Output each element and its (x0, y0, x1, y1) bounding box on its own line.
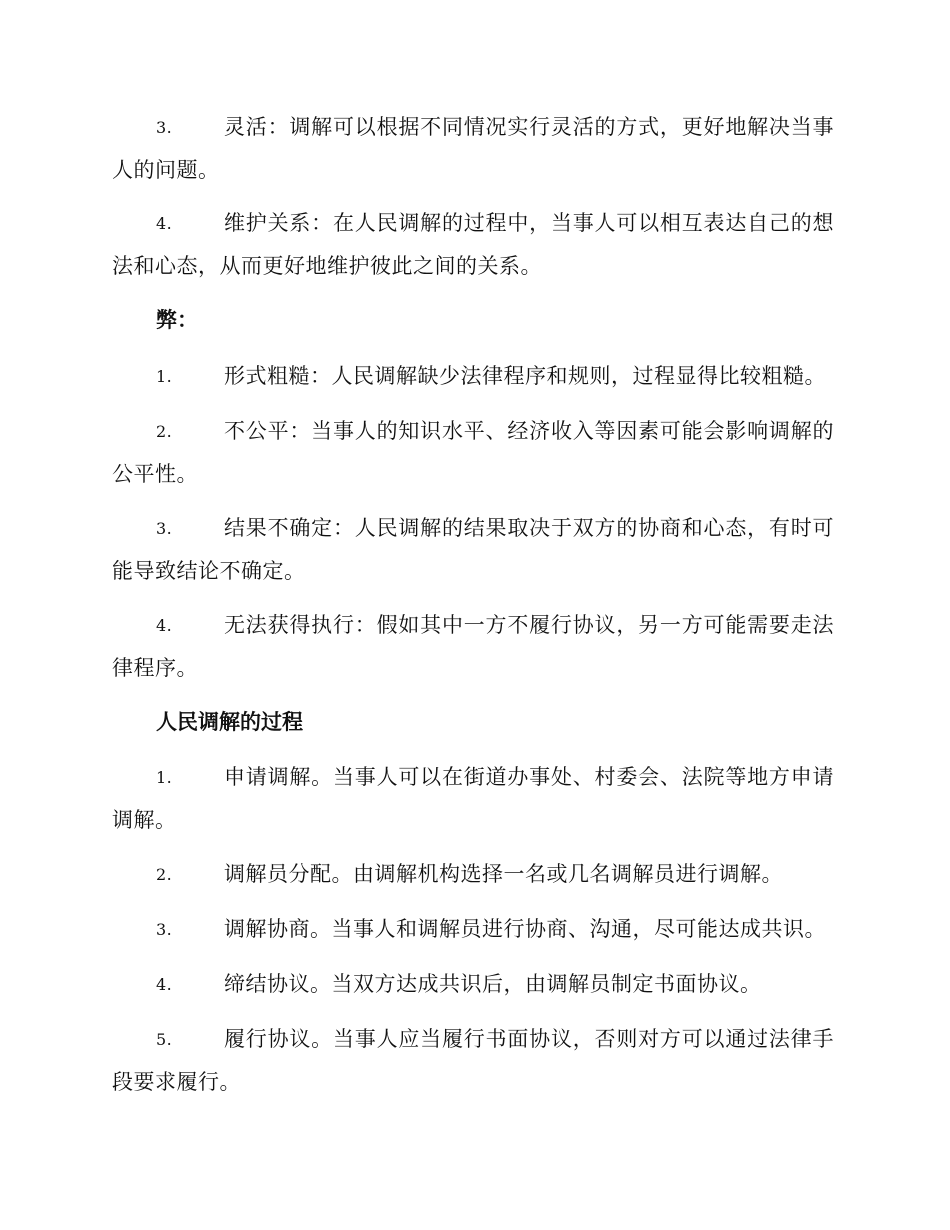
list-text: 不公平：当事人的知识水平、经济收入等因素可能会影响调解的公平性。 (112, 419, 834, 486)
list-number: 2. (156, 422, 173, 441)
list-number: 3. (156, 920, 173, 939)
list-item (112, 507, 834, 593)
list-text: 调解协商。当事人和调解员进行协商、沟通，尽可能达成共识。 (224, 917, 826, 941)
list-number: 4. (156, 975, 173, 994)
list-number: 4. (156, 616, 173, 635)
list-text: 结果不确定：人民调解的结果取决于双方的协商和心态，有时可能导致结论不确定。 (112, 516, 834, 583)
list-number: 1. (156, 768, 173, 787)
list-item (112, 106, 834, 192)
section-heading-cons: 弊： (156, 308, 198, 332)
list-text: 维护关系：在人民调解的过程中，当事人可以相互表达自己的想法和心态，从而更好地维护彼此之间的关系。 (112, 211, 834, 278)
list-item (112, 853, 834, 896)
list-text: 形式粗糙：人民调解缺少法律程序和规则，过程显得比较粗糙。 (224, 364, 826, 388)
list-item (112, 604, 834, 690)
list-item (112, 1018, 834, 1104)
list-number: 5. (156, 1030, 173, 1049)
list-text: 灵活：调解可以根据不同情况实行灵活的方式，更好地解决当事人的问题。 (112, 115, 834, 182)
list-item (112, 355, 834, 398)
list-text: 无法获得执行：假如其中一方不履行协议，另一方可能需要走法律程序。 (112, 613, 834, 680)
list-number: 3. (156, 118, 173, 137)
list-number: 1. (156, 367, 173, 386)
list-number: 3. (156, 519, 173, 538)
list-item (112, 410, 834, 496)
list-text: 申请调解。当事人可以在街道办事处、村委会、法院等地方申请调解。 (112, 765, 834, 832)
list-text: 履行协议。当事人应当履行书面协议，否则对方可以通过法律手段要求履行。 (112, 1027, 834, 1094)
list-text: 缔结协议。当双方达成共识后，由调解员制定书面协议。 (224, 972, 762, 996)
section-heading-process: 人民调解的过程 (156, 710, 303, 734)
list-text: 调解员分配。由调解机构选择一名或几名调解员进行调解。 (224, 862, 783, 886)
list-number: 2. (156, 865, 173, 884)
list-number: 4. (156, 214, 173, 233)
list-item (112, 756, 834, 842)
list-item (112, 908, 834, 951)
list-item (112, 202, 834, 288)
list-item (112, 963, 834, 1006)
